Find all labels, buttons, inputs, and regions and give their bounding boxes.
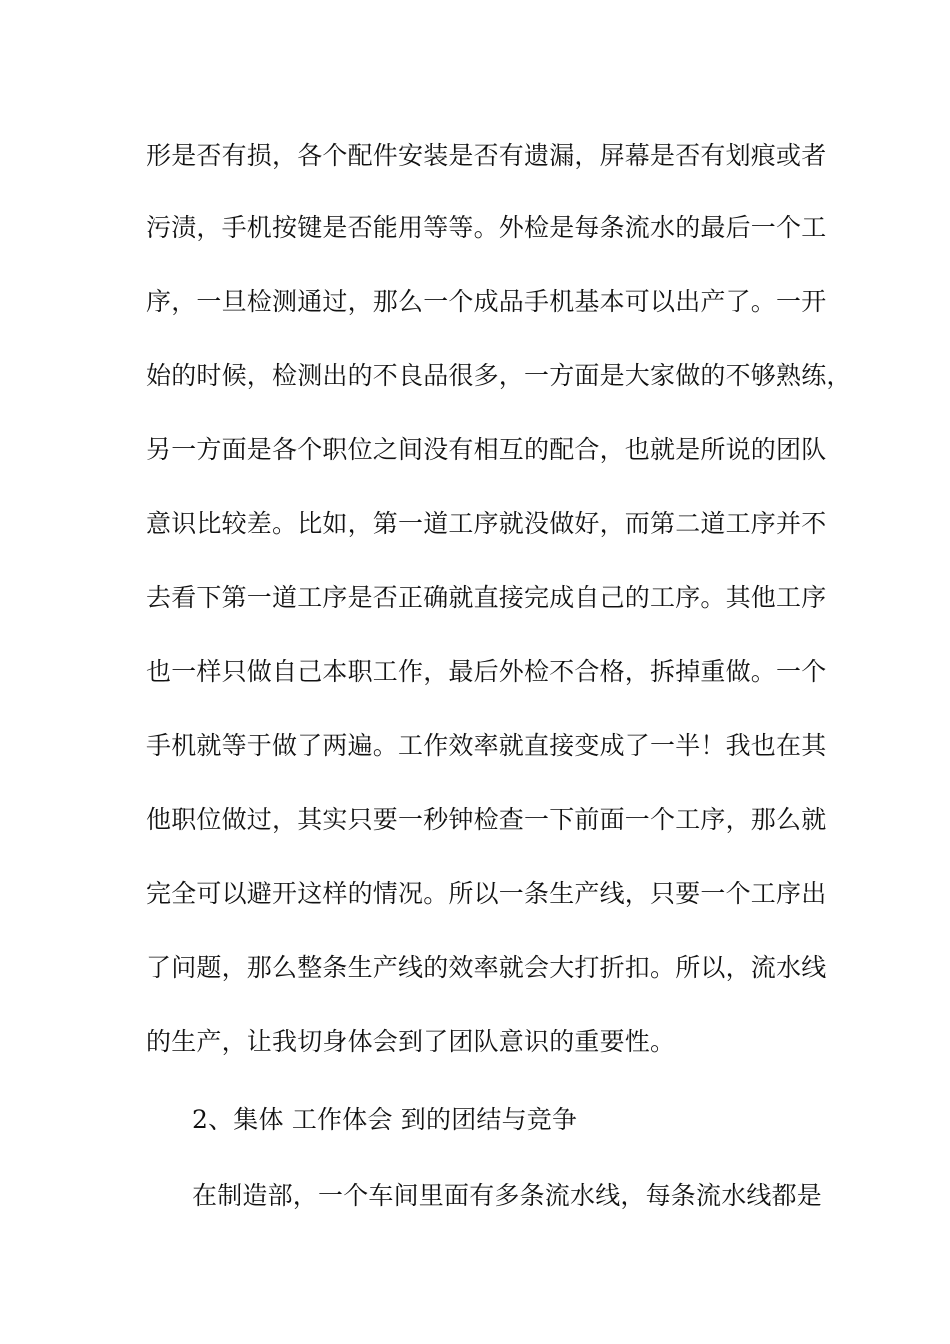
body-text-line: 手机就等于做了两遍。工作效率就直接变成了一半！我也在其 <box>146 731 827 760</box>
body-text-line: 始的时候，检测出的不良品很多，一方面是大家做的不够熟练， <box>146 361 852 390</box>
section-heading: 2、集体 工作体会 到的团结与竞争 <box>192 1105 578 1134</box>
body-text-line: 意识比较差。比如，第一道工序就没做好，而第二道工序并不 <box>146 509 827 538</box>
body-text-line: 完全可以避开这样的情况。所以一条生产线，只要一个工序出 <box>146 879 827 908</box>
body-text-line: 污渍，手机按键是否能用等等。外检是每条流水的最后一个工 <box>146 213 827 242</box>
body-text-line: 的生产，让我切身体会到了团队意识的重要性。 <box>146 1027 676 1056</box>
body-text-line: 也一样只做自己本职工作，最后外检不合格，拆掉重做。一个 <box>146 657 827 686</box>
body-text-line: 另一方面是各个职位之间没有相互的配合，也就是所说的团队 <box>146 435 827 464</box>
body-text-line: 去看下第一道工序是否正确就直接完成自己的工序。其他工序 <box>146 583 827 612</box>
body-text-line: 形是否有损，各个配件安装是否有遗漏，屏幕是否有划痕或者 <box>146 141 827 170</box>
paragraph-first-line: 在制造部，一个车间里面有多条流水线，每条流水线都是 <box>192 1181 823 1210</box>
body-text-line: 了问题，那么整条生产线的效率就会大打折扣。所以，流水线 <box>146 953 827 982</box>
body-text-line: 序，一旦检测通过，那么一个成品手机基本可以出产了。一开 <box>146 287 827 316</box>
body-text-line: 他职位做过，其实只要一秒钟检查一下前面一个工序，那么就 <box>146 805 827 834</box>
